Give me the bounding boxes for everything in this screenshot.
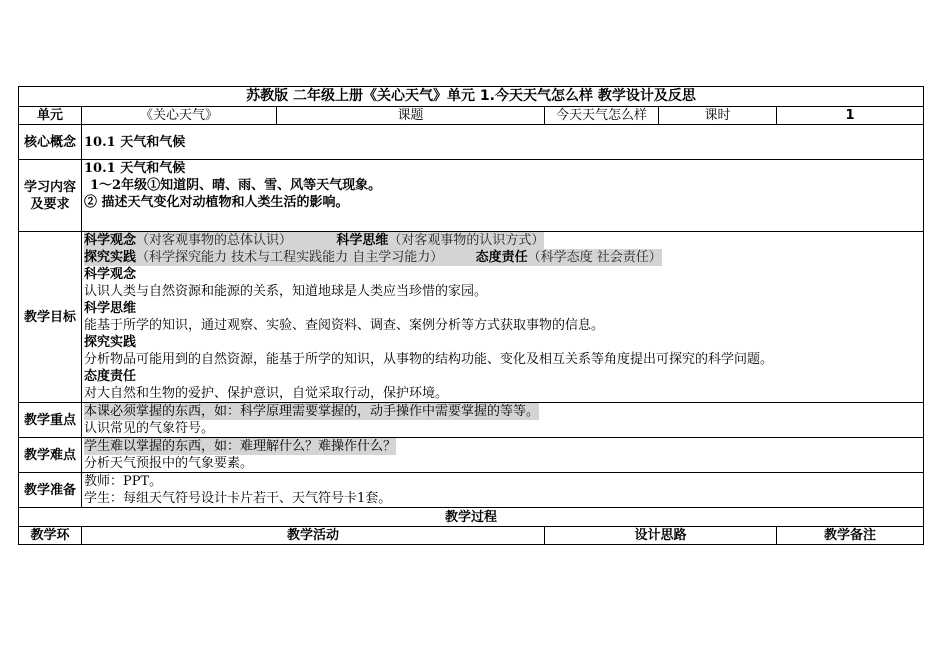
prep-row — [19, 473, 924, 508]
focus-line-2: 认识常见的气象符号。 — [84, 421, 215, 436]
process-col-activity: 教学活动 — [82, 527, 545, 545]
prep-cell — [82, 473, 924, 508]
content-row — [19, 160, 924, 232]
lesson-plan-table — [18, 86, 924, 545]
content-line-2: 1～2年级①知道阴、晴、雨、雪、风等天气现象。 — [90, 178, 382, 193]
goal-h1a-sub: （对客观事物的总体认识） — [136, 233, 293, 248]
focus-row — [19, 403, 924, 438]
difficulty-line-2: 分析天气预报中的气象要素。 — [84, 456, 254, 471]
difficulty-cell — [82, 438, 924, 473]
goal-h2a-sub: （科学探究能力 技术与工程实践能力 自主学习能力） — [136, 250, 444, 265]
document-title: 苏教版 二年级上册《关心天气》单元 1.今天天气怎么样 教学设计及反思 — [19, 87, 924, 107]
content-cell — [82, 160, 924, 232]
hours-value: 1 — [777, 107, 924, 125]
unit-label: 单元 — [19, 107, 82, 125]
focus-label: 教学重点 — [19, 403, 82, 438]
goal-h1b: 科学思维 — [336, 233, 389, 248]
goal-section-2-text: 能基于所学的知识，通过观察、实验、查阅资料、调查、案例分析等方式获取事物的信息。 — [84, 318, 605, 333]
goal-h1b-sub: （对客观事物的认识方式） — [388, 233, 545, 248]
goals-header-line-1 — [84, 232, 544, 249]
goal-section-1-title: 科学观念 — [84, 267, 137, 282]
goal-section-2-title: 科学思维 — [84, 301, 137, 316]
content-label: 学习内容及要求 — [19, 160, 82, 232]
process-title-row — [19, 508, 924, 527]
core-concept-label: 核心概念 — [19, 125, 82, 160]
lesson-plan-sheet — [18, 86, 923, 545]
process-title: 教学过程 — [19, 508, 924, 527]
core-concept-text: 10.1 天气和气候 — [84, 134, 186, 150]
goals-row — [19, 232, 924, 403]
unit-value: 《关心天气》 — [82, 107, 277, 125]
core-concept-row — [19, 125, 924, 160]
goal-section-4-text: 对大自然和生物的爱护、保护意识，自觉采取行动，保护环境。 — [84, 386, 449, 401]
hours-label: 课时 — [659, 107, 777, 125]
content-line-3: ② 描述天气变化对动植物和人类生活的影响。 — [84, 195, 349, 210]
goal-h2b-sub: （科学态度 社会责任） — [527, 250, 662, 265]
process-col-notes: 教学备注 — [777, 527, 924, 545]
process-col-stage: 教学环 — [19, 527, 82, 545]
goal-section-3-title: 探究实践 — [84, 335, 137, 350]
goal-h1a: 科学观念 — [84, 233, 137, 248]
goal-section-1-text: 认识人类与自然资源和能源的关系，知道地球是人类应当珍惜的家园。 — [84, 284, 488, 299]
prep-label: 教学准备 — [19, 473, 82, 508]
difficulty-row — [19, 438, 924, 473]
process-col-design: 设计思路 — [545, 527, 777, 545]
unit-row — [19, 107, 924, 125]
goals-label: 教学目标 — [19, 232, 82, 403]
title-row — [19, 87, 924, 107]
goals-cell — [82, 232, 924, 403]
lesson-label: 课题 — [277, 107, 545, 125]
difficulty-line-1: 学生难以掌握的东西，如：难理解什么？难操作什么？ — [84, 439, 397, 454]
prep-line-1: 教师：PPT。 — [84, 474, 163, 489]
content-line-1: 10.1 天气和气候 — [84, 161, 186, 176]
prep-line-2: 学生：每组天气符号设计卡片若干、天气符号卡1套。 — [84, 491, 392, 506]
goal-h2a: 探究实践 — [84, 250, 137, 265]
difficulty-label: 教学难点 — [19, 438, 82, 473]
goal-section-4-title: 态度责任 — [84, 369, 137, 384]
focus-line-1: 本课必须掌握的东西，如：科学原理需要掌握的，动手操作中需要掌握的等等。 — [84, 404, 540, 419]
lesson-value: 今天天气怎么样 — [545, 107, 659, 125]
goals-header-line-2 — [84, 249, 662, 266]
core-concept-value — [82, 125, 924, 160]
goal-section-3-text: 分析物品可能用到的自然资源，能基于所学的知识，从事物的结构功能、变化及相互关系等角度提出可探究的科学问题。 — [84, 352, 774, 367]
goal-h2b: 态度责任 — [475, 250, 528, 265]
focus-cell — [82, 403, 924, 438]
process-header-row — [19, 527, 924, 545]
